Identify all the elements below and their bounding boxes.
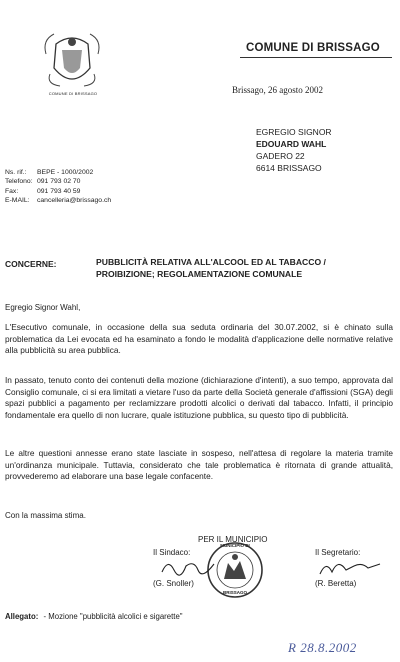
comune-name: COMUNE DI BRISSAGO	[246, 42, 380, 54]
sindaco-name: (G. Snoller)	[153, 579, 194, 588]
attachment-label: Allegato:	[5, 612, 39, 621]
seal-text-bottom: BRISSAGO	[222, 590, 247, 595]
ref-ns-value: BEPE - 1000/2002	[37, 169, 94, 176]
ref-email-row	[5, 196, 111, 205]
subject-line-1: PUBBLICITÀ RELATIVA ALL'ALCOOL ED AL TABACCO /	[96, 257, 326, 267]
greeting: Egregio Signor Wahl,	[5, 303, 81, 312]
sindaco-signature	[158, 556, 218, 580]
recipient-block	[256, 126, 332, 174]
ref-ns-row	[5, 168, 111, 177]
subject-text	[96, 256, 326, 280]
ref-fax-value: 091 793 40 59	[37, 187, 81, 195]
recipient-street: GADERO 22	[256, 151, 305, 161]
logo-caption: COMUNE DI BRISSAGO	[48, 91, 98, 96]
ref-tel-row	[5, 177, 111, 186]
ref-tel-label: Telefono:	[5, 178, 33, 186]
reference-block	[5, 168, 111, 206]
segretario-label: Il Segretario:	[315, 548, 361, 557]
body-paragraph-2: In passato, tenuto conto dei contenuti della mozione (dichiarazione d'intenti), a suo tempo, approvata dal Consiglio comunale, ci si era limitati a vietare l'uso da parte della Società generale d'affissioni (SGA) degli spazi pubblici a pagamento per reclamizzare prodotti alcolici o derivati dal tabacco. Infatti, il principio fondamentale era quello di non lucrare, quale istituzione pubblica, su questo tipo di pubblicità.	[5, 375, 393, 420]
seal-text-top: MUNICIPIO DI	[220, 543, 250, 548]
handwritten-note: R 28.8.2002	[288, 640, 357, 655]
header-rule	[240, 57, 392, 58]
letter-date: Brissago, 26 agosto 2002	[232, 85, 323, 95]
closing: Con la massima stima.	[5, 511, 86, 520]
recipient-name: EDOUARD WAHL	[256, 139, 327, 149]
attachment-value: - Mozione "pubblicità alcolici e sigarette"	[43, 612, 183, 621]
ref-tel-value: 091 793 02 70	[37, 178, 81, 186]
subject-label: CONCERNE:	[5, 259, 57, 269]
subject-line-2: PROIBIZIONE; REGOLAMENTAZIONE COMUNALE	[96, 269, 303, 279]
attachment-row	[5, 612, 183, 621]
ref-email-label: E-MAIL:	[5, 197, 30, 205]
sindaco-label: Il Sindaco:	[153, 548, 191, 557]
segretario-signature	[318, 556, 382, 580]
recipient-salutation: EGREGIO SIGNOR	[256, 127, 332, 137]
segretario-name: (R. Beretta)	[315, 579, 357, 588]
body-paragraph-1: L'Esecutivo comunale, in occasione della sua seduta ordinaria del 30.07.2002, si è chinato sulla problematica da Lei evocata ed ha esaminato a fondo le modalità d'applicazione delle normative relative alla pubblicità su area pubblica.	[5, 322, 393, 355]
ref-ns-label: Ns. rif.:	[5, 169, 27, 176]
ref-fax-label: Fax:	[5, 187, 19, 195]
recipient-city: 6614 BRISSAGO	[256, 163, 322, 173]
signature-per-municipio: PER IL MUNICIPIO	[198, 535, 268, 544]
ref-email-value[interactable]: cancelleria@brissago.ch	[37, 197, 112, 205]
body-paragraph-3: Le altre questioni annesse erano state lasciate in sospeso, nell'attesa di regolare la materia tramite un'ordinanza municipale. Tuttavia, considerato che tale problematica è ritornata di grande attualità, provvederemo ad elaborare una base legale confacente.	[5, 448, 393, 481]
ref-fax-row	[5, 187, 111, 196]
